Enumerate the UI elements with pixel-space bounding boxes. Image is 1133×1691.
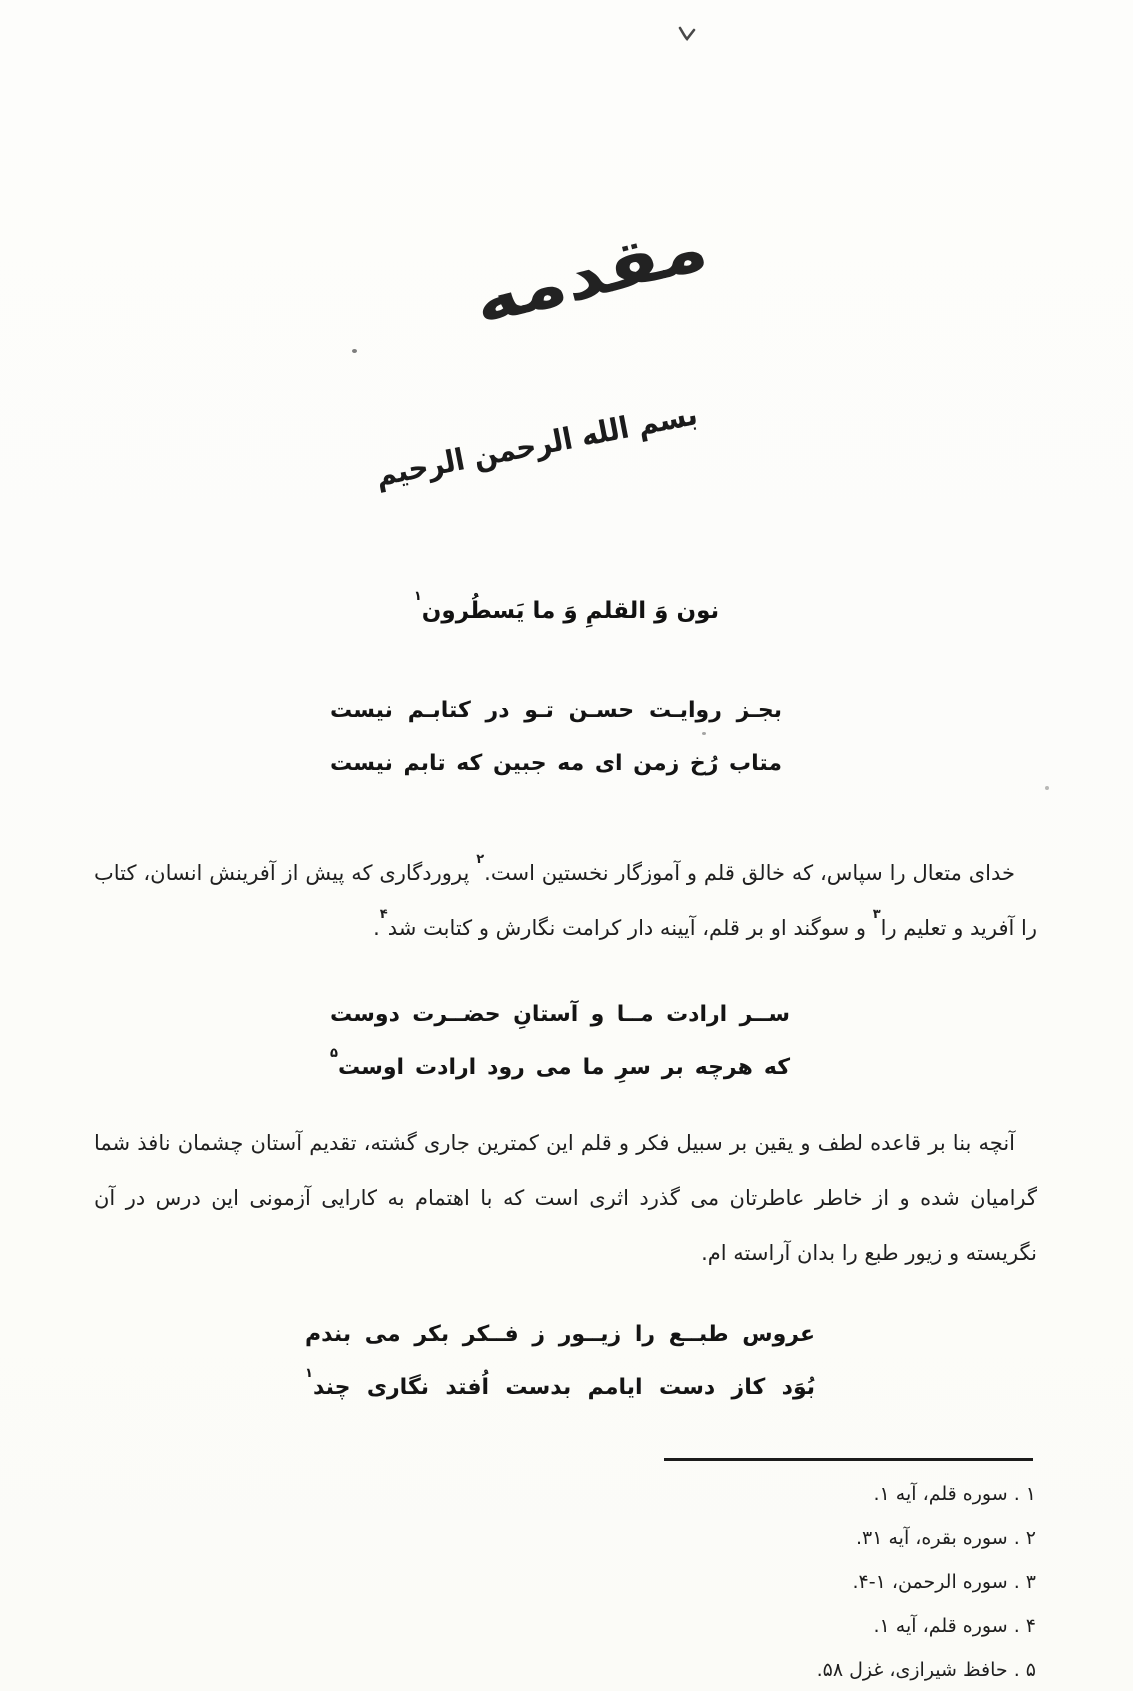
quran-verse-text: نون وَ القلمِ وَ ما یَسطُرون bbox=[421, 598, 720, 624]
poem-line: متاب رُخ زمن ای مه جبین که تابم نیست bbox=[330, 751, 782, 776]
paragraph-1-text: پروردگاری که پیش از آفرینش انسان، کتاب را آفرید و تعلیم را bbox=[94, 861, 1037, 940]
poem-line: ســر ارادت مــا و آستانِ حضــرت دوست bbox=[330, 1002, 790, 1027]
poem-line: عروس طبــع را زیــور ز فــکر بکر می بندم bbox=[305, 1322, 815, 1347]
bismillah bbox=[0, 397, 1133, 494]
footnote-marker-2: ۲ bbox=[476, 852, 485, 867]
chapter-title bbox=[0, 210, 1133, 340]
scan-speck-dot bbox=[352, 349, 357, 353]
poem-couplet-2 bbox=[330, 988, 790, 1094]
footnote-marker-1: ۱ bbox=[413, 589, 422, 605]
paragraph-1 bbox=[94, 846, 1037, 956]
footnote-item: ۵ . حافظ شیرازی، غزل ۵۸. bbox=[816, 1659, 1036, 1681]
footnote-item: ۱ . سوره قلم، آیه ۱. bbox=[873, 1483, 1036, 1505]
scan-speck-dot bbox=[1045, 786, 1049, 790]
poem-couplet-1 bbox=[330, 684, 782, 790]
footnote-marker-5: ۵ bbox=[330, 1045, 338, 1061]
poem-couplet-3 bbox=[305, 1308, 815, 1414]
paragraph-2-text: آنچه بنا بر قاعده لطف و یقین بر سبیل فکر و قلم این کمترین جاری گشته، تقدیم آستان چشمان نافذ شما گرامیان شده و از خاطر عاطرتان می گذرد اثری است که با اهتمام به کارایی آزمونی این درس در آن نگریسته و زیور طبع را بدان آراسته ام. bbox=[94, 1131, 1037, 1265]
footnote-divider bbox=[664, 1458, 1033, 1461]
paragraph-1-text: خدای متعال را سپاس، که خالق قلم و آموزگار نخستین است. bbox=[484, 861, 1015, 885]
poem-line bbox=[305, 1361, 815, 1414]
quran-verse bbox=[0, 589, 1133, 624]
scan-speck-mark-icon bbox=[676, 24, 698, 46]
footnotes-section bbox=[94, 1472, 1036, 1691]
poem-line-text: که هرچه بر سرِ ما می رود ارادت اوست bbox=[337, 1055, 790, 1080]
footnote-item: ۴ . سوره قلم، آیه ۱. bbox=[873, 1615, 1036, 1637]
chapter-title-calligraphy: مقدمه bbox=[466, 210, 715, 340]
poem-line-text: بُوَد کاز دست ایامم بدست اُفتد نگاری چند bbox=[312, 1375, 815, 1400]
paragraph-2 bbox=[94, 1116, 1037, 1281]
paragraph-1-text: . bbox=[373, 916, 380, 940]
poem-line bbox=[330, 1041, 790, 1094]
bismillah-calligraphy: بسم الله الرحمن الرحیم bbox=[372, 397, 701, 494]
footnote-marker-4: ۴ bbox=[379, 907, 388, 922]
poem-line: بجـز روایـت حسـن تـو در کتابـم نیست bbox=[330, 698, 782, 723]
footnote-item: ۲ . سوره بقره، آیه ۳۱. bbox=[855, 1527, 1036, 1549]
footnote-marker-3: ۳ bbox=[872, 907, 881, 922]
footnote-marker-6: ۱ bbox=[305, 1365, 313, 1381]
paragraph-1-text: و سوگند او بر قلم، آیینه دار کرامت نگارش و کتابت شد bbox=[387, 916, 873, 940]
footnote-item: ۳ . سوره الرحمن، ۱-۴. bbox=[852, 1571, 1036, 1593]
